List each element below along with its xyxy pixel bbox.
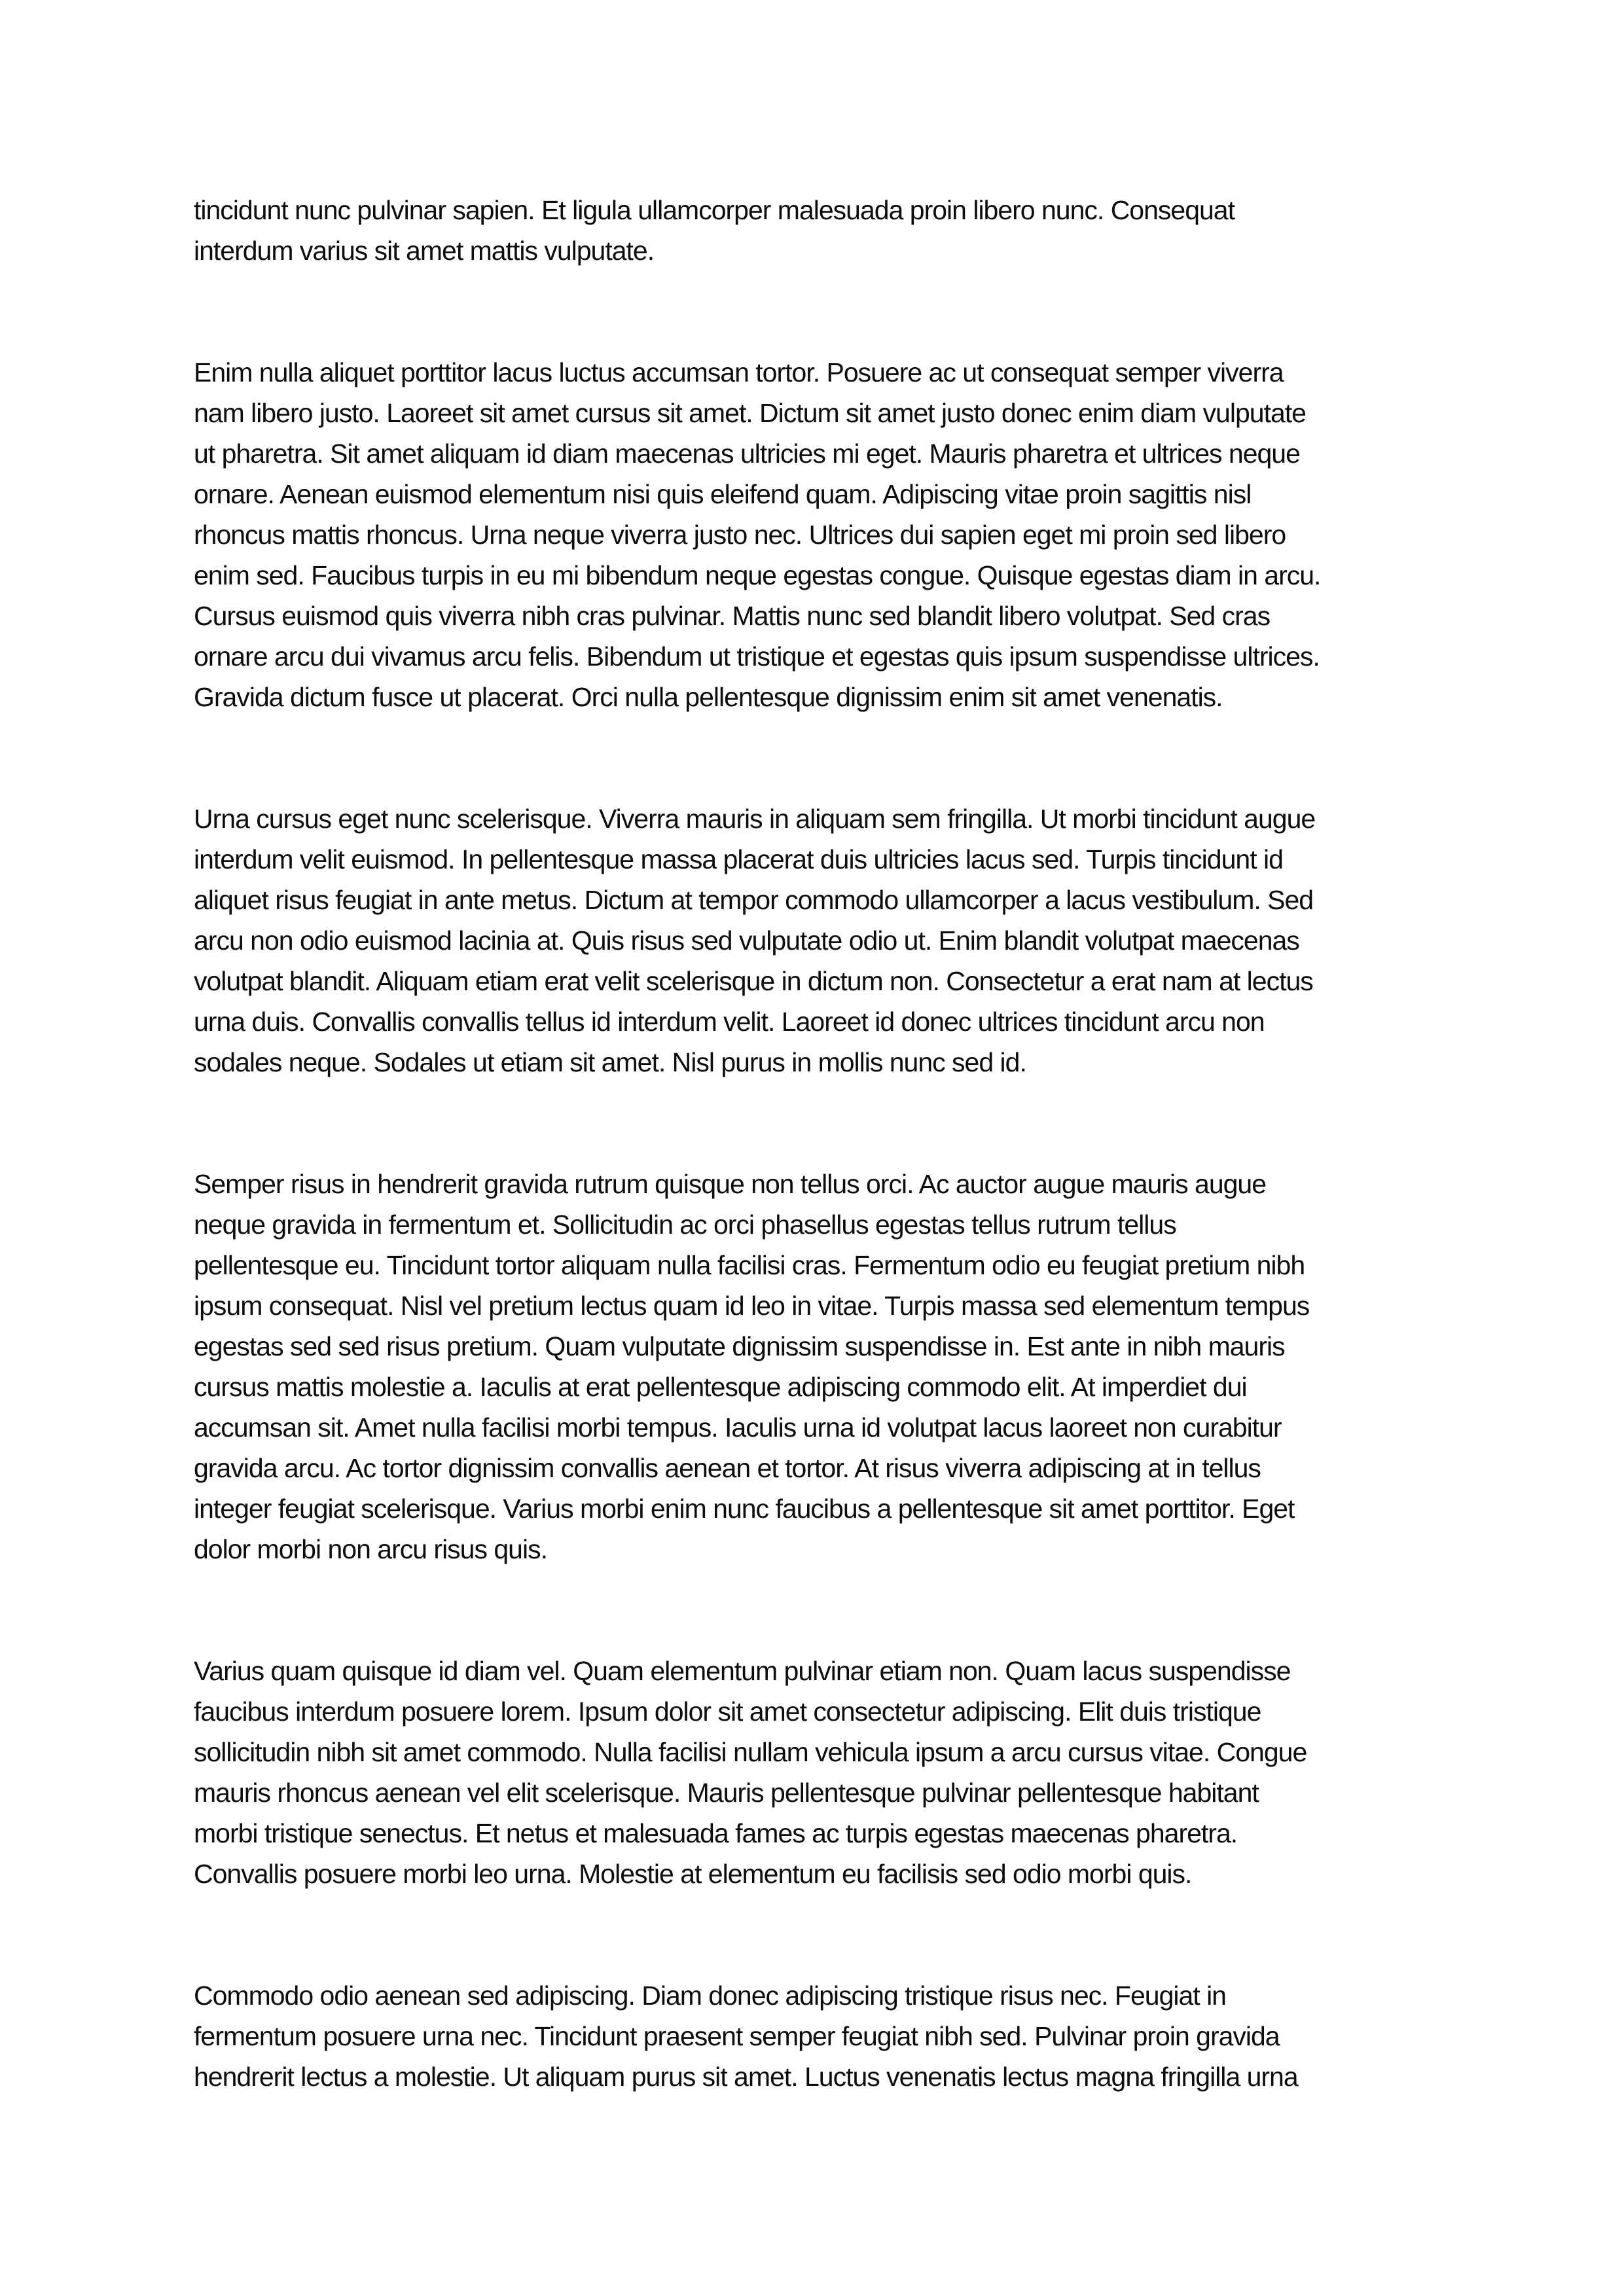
- paragraph-4: [194, 1164, 1441, 1570]
- text-line: Enim nulla aliquet porttitor lacus luctus accumsan tortor. Posuere ac ut consequat semper viverra: [194, 357, 1284, 387]
- text-line: integer feugiat scelerisque. Varius morbi enim nunc faucibus a pellentesque sit amet porttitor. Eget: [194, 1494, 1295, 1524]
- paragraph-2: [194, 352, 1441, 717]
- text-line: cursus mattis molestie a. Iaculis at erat pellentesque adipiscing commodo elit. At imperdiet dui: [194, 1372, 1247, 1402]
- text-line: interdum varius sit amet mattis vulputate.: [194, 236, 655, 266]
- text-line: faucibus interdum posuere lorem. Ipsum dolor sit amet consectetur adipiscing. Elit duis tristique: [194, 1696, 1261, 1727]
- text-line: ipsum consequat. Nisl vel pretium lectus quam id leo in vitae. Turpis massa sed elementum tempus: [194, 1291, 1310, 1321]
- text-line: sodales neque. Sodales ut etiam sit amet. Nisl purus in mollis nunc sed id.: [194, 1047, 1026, 1077]
- paragraph-1: [194, 190, 1441, 271]
- text-line: volutpat blandit. Aliquam etiam erat velit scelerisque in dictum non. Consectetur a erat nam at lectus: [194, 966, 1313, 996]
- text-line: enim sed. Faucibus turpis in eu mi bibendum neque egestas congue. Quisque egestas diam in arcu.: [194, 560, 1321, 590]
- text-line: pellentesque eu. Tincidunt tortor aliquam nulla facilisi cras. Fermentum odio eu feugiat pretium nibh: [194, 1250, 1305, 1280]
- paragraph-3: [194, 798, 1441, 1083]
- text-line: nam libero justo. Laoreet sit amet cursus sit amet. Dictum sit amet justo donec enim diam vulputate: [194, 398, 1306, 428]
- text-line: gravida arcu. Ac tortor dignissim convallis aenean et tortor. At risus viverra adipiscing at in tellus: [194, 1453, 1261, 1483]
- text-body: [194, 190, 1441, 2097]
- text-line: urna duis. Convallis convallis tellus id interdum velit. Laoreet id donec ultrices tincidunt arcu non: [194, 1007, 1265, 1037]
- paragraph-5: [194, 1651, 1441, 1894]
- text-line: mauris rhoncus aenean vel elit scelerisque. Mauris pellentesque pulvinar pellentesque habitant: [194, 1778, 1259, 1808]
- text-line: Cursus euismod quis viverra nibh cras pulvinar. Mattis nunc sed blandit libero volutpat. Sed cras: [194, 601, 1271, 631]
- text-line: egestas sed sed risus pretium. Quam vulputate dignissim suspendisse in. Est ante in nibh mauris: [194, 1331, 1285, 1361]
- text-line: ornare. Aenean euismod elementum nisi quis eleifend quam. Adipiscing vitae proin sagittis nisl: [194, 479, 1252, 509]
- text-line: hendrerit lectus a molestie. Ut aliquam purus sit amet. Luctus venenatis lectus magna fringilla urna: [194, 2062, 1298, 2092]
- text-line: fermentum posuere urna nec. Tincidunt praesent semper feugiat nibh sed. Pulvinar proin gravida: [194, 2021, 1280, 2051]
- text-line: aliquet risus feugiat in ante metus. Dictum at tempor commodo ullamcorper a lacus vestibulum. Sed: [194, 885, 1314, 915]
- text-line: Semper risus in hendrerit gravida rutrum quisque non tellus orci. Ac auctor augue mauris augue: [194, 1169, 1267, 1199]
- text-line: morbi tristique senectus. Et netus et malesuada fames ac turpis egestas maecenas pharetra.: [194, 1818, 1238, 1848]
- text-line: accumsan sit. Amet nulla facilisi morbi tempus. Iaculis urna id volutpat lacus laoreet non curabitur: [194, 1412, 1282, 1443]
- text-line: dolor morbi non arcu risus quis.: [194, 1534, 547, 1564]
- text-line: interdum velit euismod. In pellentesque massa placerat duis ultricies lacus sed. Turpis tincidunt id: [194, 844, 1283, 874]
- text-line: rhoncus mattis rhoncus. Urna neque viverra justo nec. Ultrices dui sapien eget mi proin sed libero: [194, 520, 1286, 550]
- text-line: tincidunt nunc pulvinar sapien. Et ligula ullamcorper malesuada proin libero nunc. Consequat: [194, 195, 1235, 225]
- text-line: ornare arcu dui vivamus arcu felis. Bibendum ut tristique et egestas quis ipsum suspendisse ultrices.: [194, 641, 1320, 672]
- text-line: Convallis posuere morbi leo urna. Molestie at elementum eu facilisis sed odio morbi quis.: [194, 1859, 1192, 1889]
- text-line: Varius quam quisque id diam vel. Quam elementum pulvinar etiam non. Quam lacus suspendisse: [194, 1656, 1291, 1686]
- text-line: Commodo odio aenean sed adipiscing. Diam donec adipiscing tristique risus nec. Feugiat in: [194, 1981, 1226, 2011]
- text-line: neque gravida in fermentum et. Sollicitudin ac orci phasellus egestas tellus rutrum tellus: [194, 1210, 1176, 1240]
- text-line: Urna cursus eget nunc scelerisque. Viverra mauris in aliquam sem fringilla. Ut morbi tincidunt augue: [194, 804, 1316, 834]
- text-line: ut pharetra. Sit amet aliquam id diam maecenas ultricies mi eget. Mauris pharetra et ultrices neque: [194, 439, 1300, 469]
- text-line: arcu non odio euismod lacinia at. Quis risus sed vulputate odio ut. Enim blandit volutpat maecenas: [194, 925, 1299, 956]
- text-line: sollicitudin nibh sit amet commodo. Nulla facilisi nullam vehicula ipsum a arcu cursus vitae. Congue: [194, 1737, 1307, 1767]
- paragraph-6: [194, 1975, 1441, 2097]
- text-line: Gravida dictum fusce ut placerat. Orci nulla pellentesque dignissim enim sit amet venenatis.: [194, 682, 1223, 712]
